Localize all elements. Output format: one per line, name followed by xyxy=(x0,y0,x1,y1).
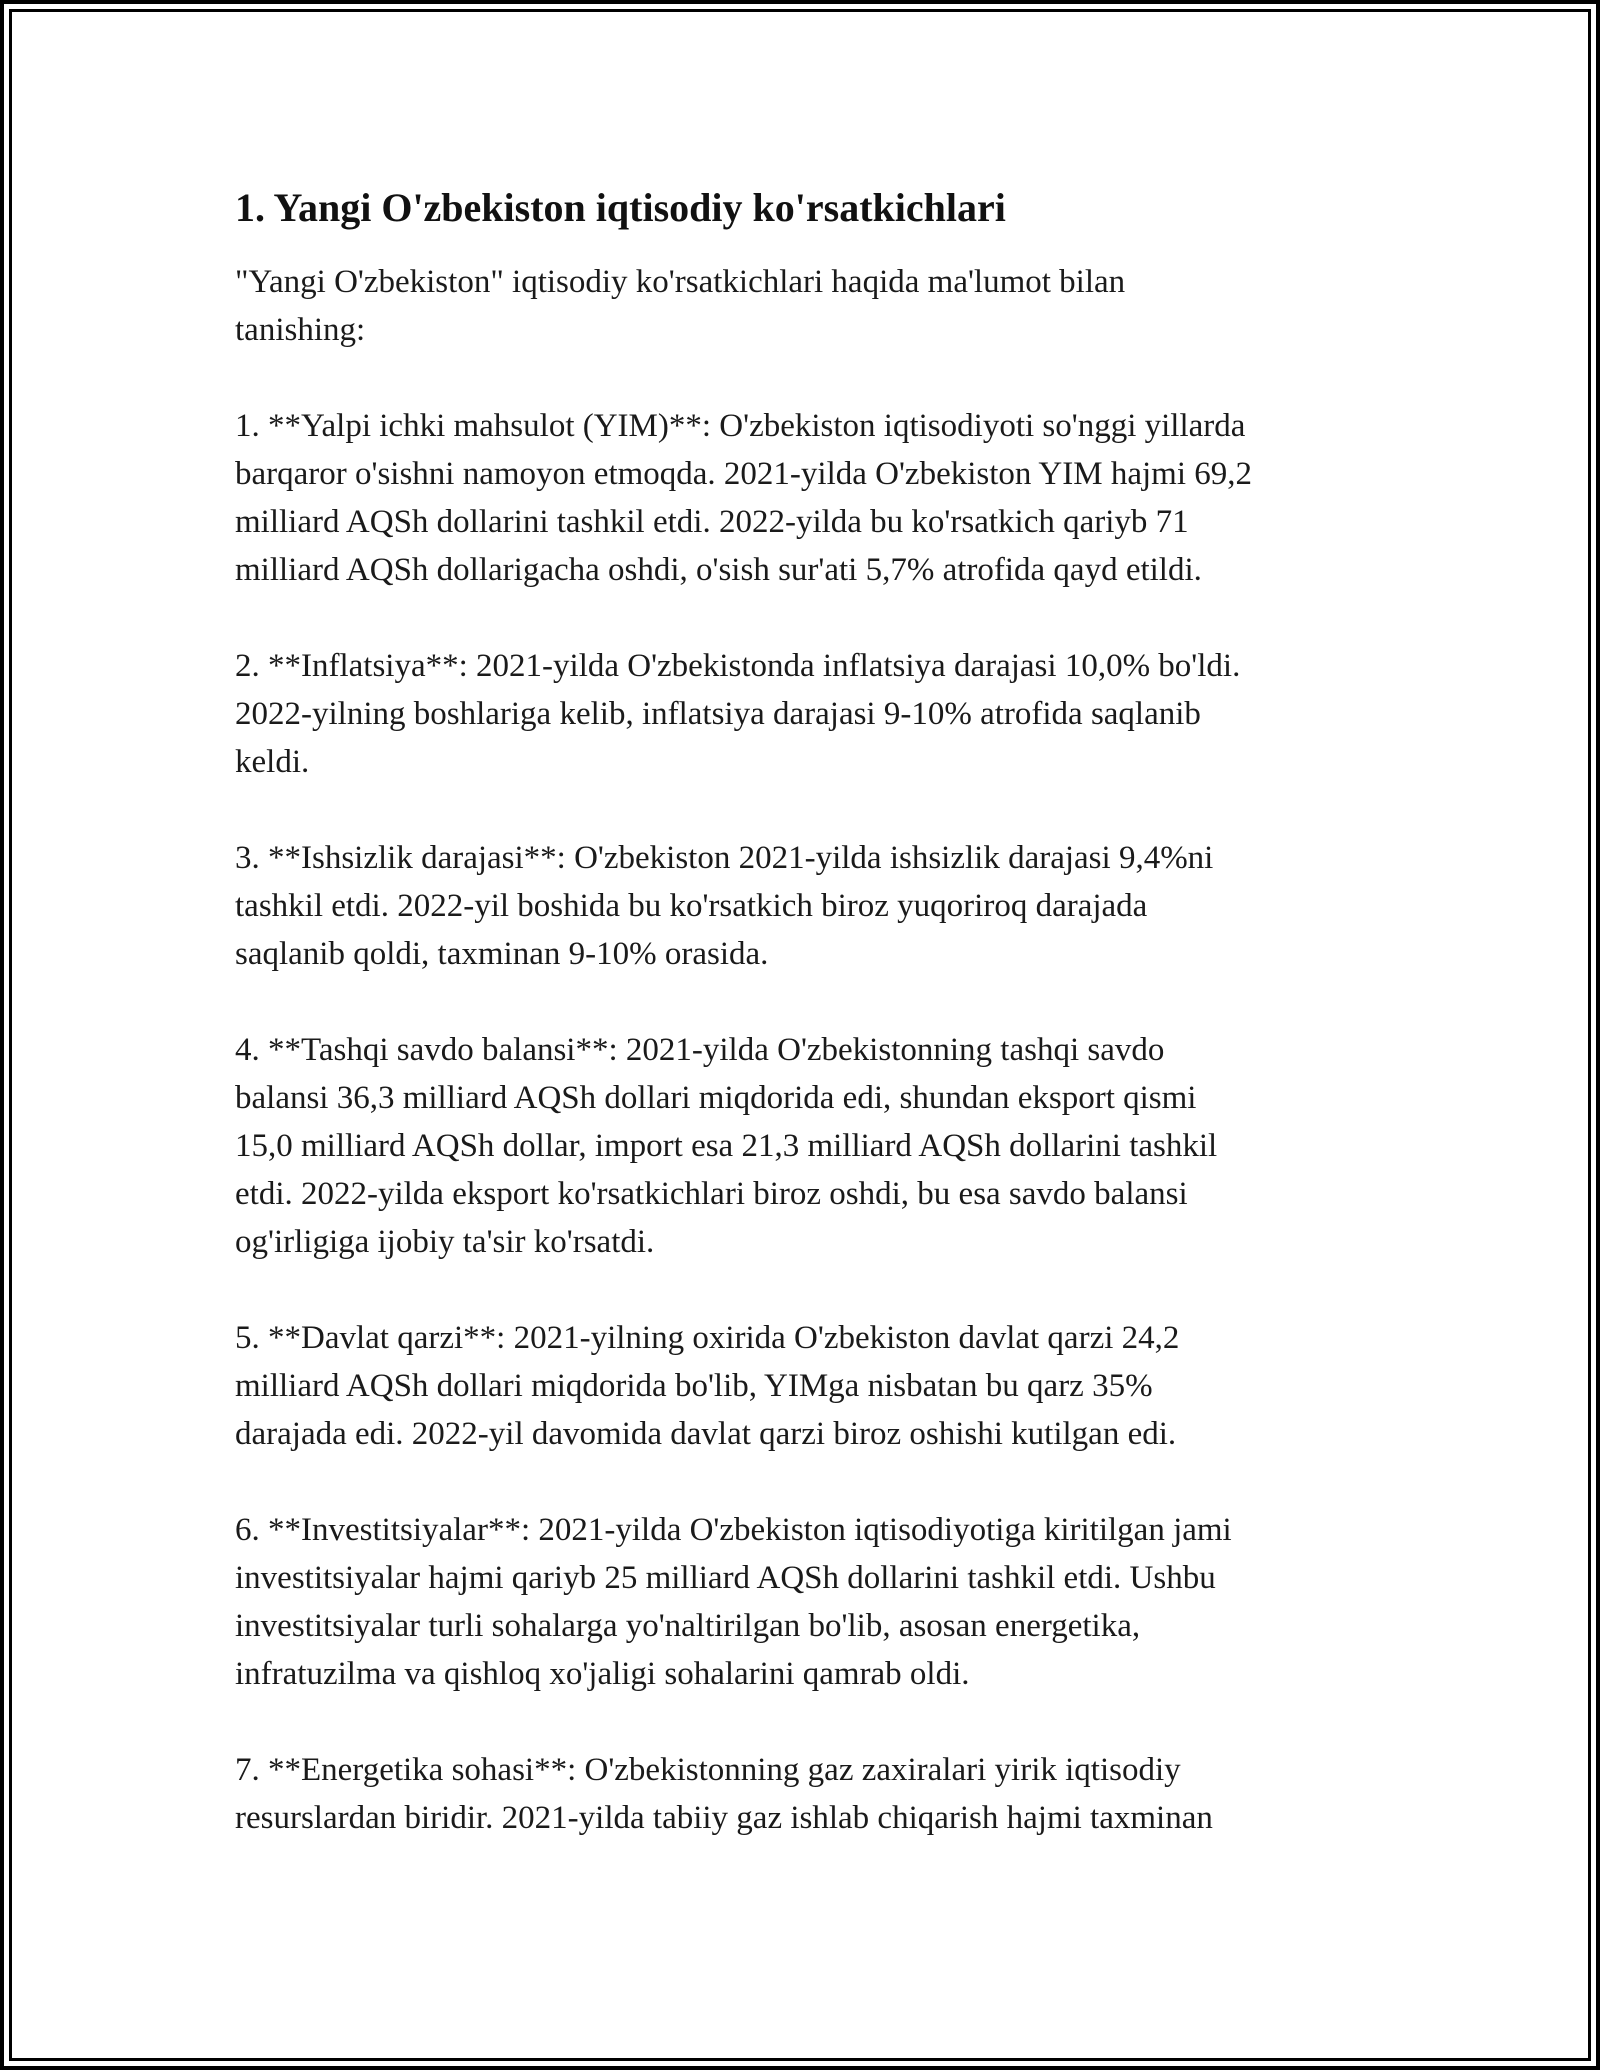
paragraph-public-debt: 5. **Davlat qarzi**: 2021-yilning oxirida O'zbekiston davlat qarzi 24,2 milliard AQSh dollari miqdorida bo'lib, YIMga nisbatan bu qarz 35% darajada edi. 2022-yil davomida davlat qarzi biroz oshishi kutilgan edi. xyxy=(235,1320,1180,1452)
paragraph-inflation: 2. **Inflatsiya**: 2021-yilda O'zbekistonda inflatsiya darajasi 10,0% bo'ldi. 2022-yilning boshlariga kelib, inflatsiya darajasi 9-10% atrofida saqlanib keldi. xyxy=(235,648,1241,780)
paragraph-unemployment: 3. **Ishsizlik darajasi**: O'zbekiston 2021-yilda ishsizlik darajasi 9,4%ni tashkil etdi. 2022-yil boshida bu ko'rsatkich biroz yuqoriroq darajada saqlanib qoldi, taxminan 9-10% orasida. xyxy=(235,840,1214,972)
paragraph-investments: 6. **Investitsiyalar**: 2021-yilda O'zbekiston iqtisodiyotiga kiritilgan jami investitsiyalar hajmi qariyb 25 milliard AQSh dollarini tashkil etdi. Ushbu investitsiyalar turli sohalarga yo'naltirilgan bo'lib, asosan energetika, infratuzilma va qishloq xo'jaligi sohalarini qamrab oldi. xyxy=(235,1512,1232,1692)
document-body xyxy=(235,180,1395,1890)
intro-paragraph: "Yangi O'zbekiston" iqtisodiy ko'rsatkichlari haqida ma'lumot bilan tanishing: xyxy=(235,264,1126,348)
paragraph-gdp: 1. **Yalpi ichki mahsulot (YIM)**: O'zbekiston iqtisodiyoti so'nggi yillarda barqaror o'sishni namoyon etmoqda. 2021-yilda O'zbekiston YIM hajmi 69,2 milliard AQSh dollarini tashkil etdi. 2022-yilda bu ko'rsatkich qariyb 71 milliard AQSh dollarigacha oshdi, o'sish sur'ati 5,7% atrofida qayd etildi. xyxy=(235,408,1252,588)
paragraph-trade-balance: 4. **Tashqi savdo balansi**: 2021-yilda O'zbekistonning tashqi savdo balansi 36,3 milliard AQSh dollari miqdorida edi, shundan eksport qismi 15,0 milliard AQSh dollar, import esa 21,3 milliard AQSh dollarini tashkil etdi. 2022-yilda eksport ko'rsatkichlari biroz oshdi, bu esa savdo balansi og'irligiga ijobiy ta'sir ko'rsatdi. xyxy=(235,1032,1218,1260)
document-title: 1. Yangi O'zbekiston iqtisodiy ko'rsatkichlari xyxy=(235,185,1006,230)
paragraph-energy: 7. **Energetika sohasi**: O'zbekistonning gaz zaxiralari yirik iqtisodiy resurslardan biridir. 2021-yilda tabiiy gaz ishlab chiqarish hajmi taxminan xyxy=(235,1752,1213,1836)
